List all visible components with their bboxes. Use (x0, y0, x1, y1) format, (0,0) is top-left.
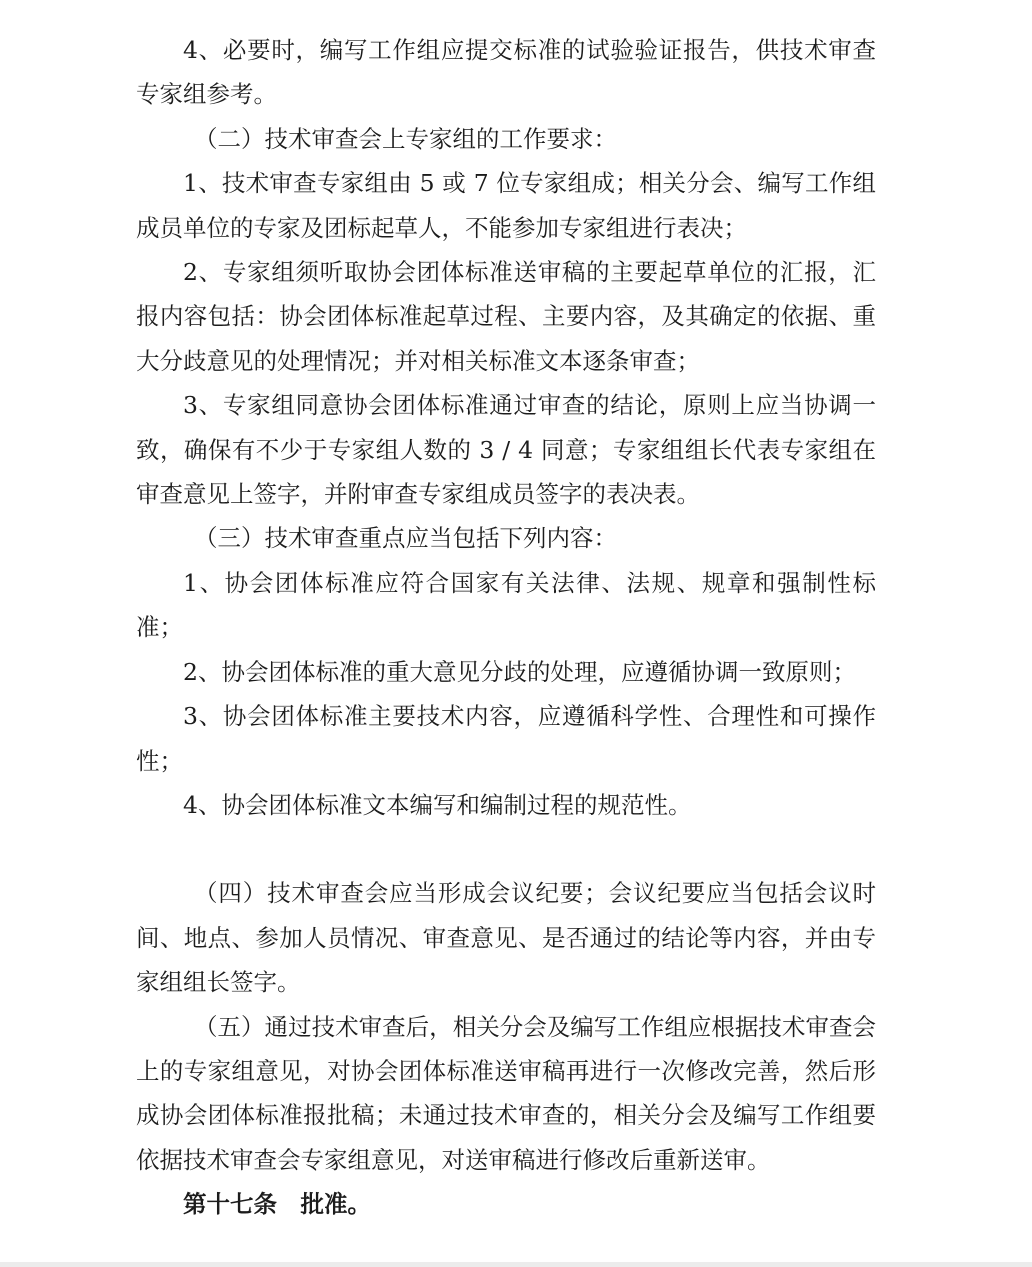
article-heading-17-approval: 第十七条 批准。 (183, 1190, 371, 1219)
page-bottom-border (0, 1262, 1032, 1267)
paragraph-item-2-report: 2、专家组须听取协会团体标准送审稿的主要起草单位的汇报，汇报内容包括：协会团体标准起草过程、主要内容，及其确定的依据、重大分歧意见的处理情况；并对相关标准文本逐条审查； (136, 258, 876, 375)
paragraph-focus-2-disagreements: 2、协会团体标准的重大意见分歧的处理，应遵循协调一致原则； (183, 657, 856, 686)
paragraph-item-4-test-report: 4、必要时，编写工作组应提交标准的试验验证报告，供技术审查专家组参考。 (136, 36, 876, 109)
paragraph-focus-3-technical: 3、协会团体标准主要技术内容，应遵循科学性、合理性和可操作性； (136, 702, 876, 775)
paragraph-section-5-revision: （五）通过技术审查后，相关分会及编写工作组应根据技术审查会上的专家组意见，对协会团体标准送审稿再进行一次修改完善，然后形成协会团体标准报批稿；未通过技术审查的，相关分会及编写工作组要依据技术审查会专家组意见，对送审稿进行修改后重新送审。 (136, 1012, 876, 1174)
section-heading-review-focus: （三）技术审查重点应当包括下列内容： (194, 524, 617, 553)
paragraph-focus-4-standardization: 4、协会团体标准文本编写和编制过程的规范性。 (183, 790, 692, 819)
section-heading-expert-requirements: （二）技术审查会上专家组的工作要求： (194, 124, 617, 153)
paragraph-item-3-consensus: 3、专家组同意协会团体标准通过审查的结论，原则上应当协调一致，确保有不少于专家组人数的 3 / 4 同意；专家组组长代表专家组在审查意见上签字，并附审查专家组成员签字的表决表。 (136, 391, 876, 509)
paragraph-focus-1-laws: 1、协会团体标准应符合国家有关法律、法规、规章和强制性标准； (136, 568, 876, 642)
document-body (136, 28, 876, 1227)
paragraph-section-4-minutes: （四）技术审查会应当形成会议纪要；会议纪要应当包括会议时间、地点、参加人员情况、审查意见、是否通过的结论等内容，并由专家组组长签字。 (136, 879, 876, 997)
paragraph-item-1-expert-group: 1、技术审查专家组由 5 或 7 位专家组成；相关分会、编写工作组成员单位的专家及团标起草人，不能参加专家组进行表决； (136, 169, 876, 242)
